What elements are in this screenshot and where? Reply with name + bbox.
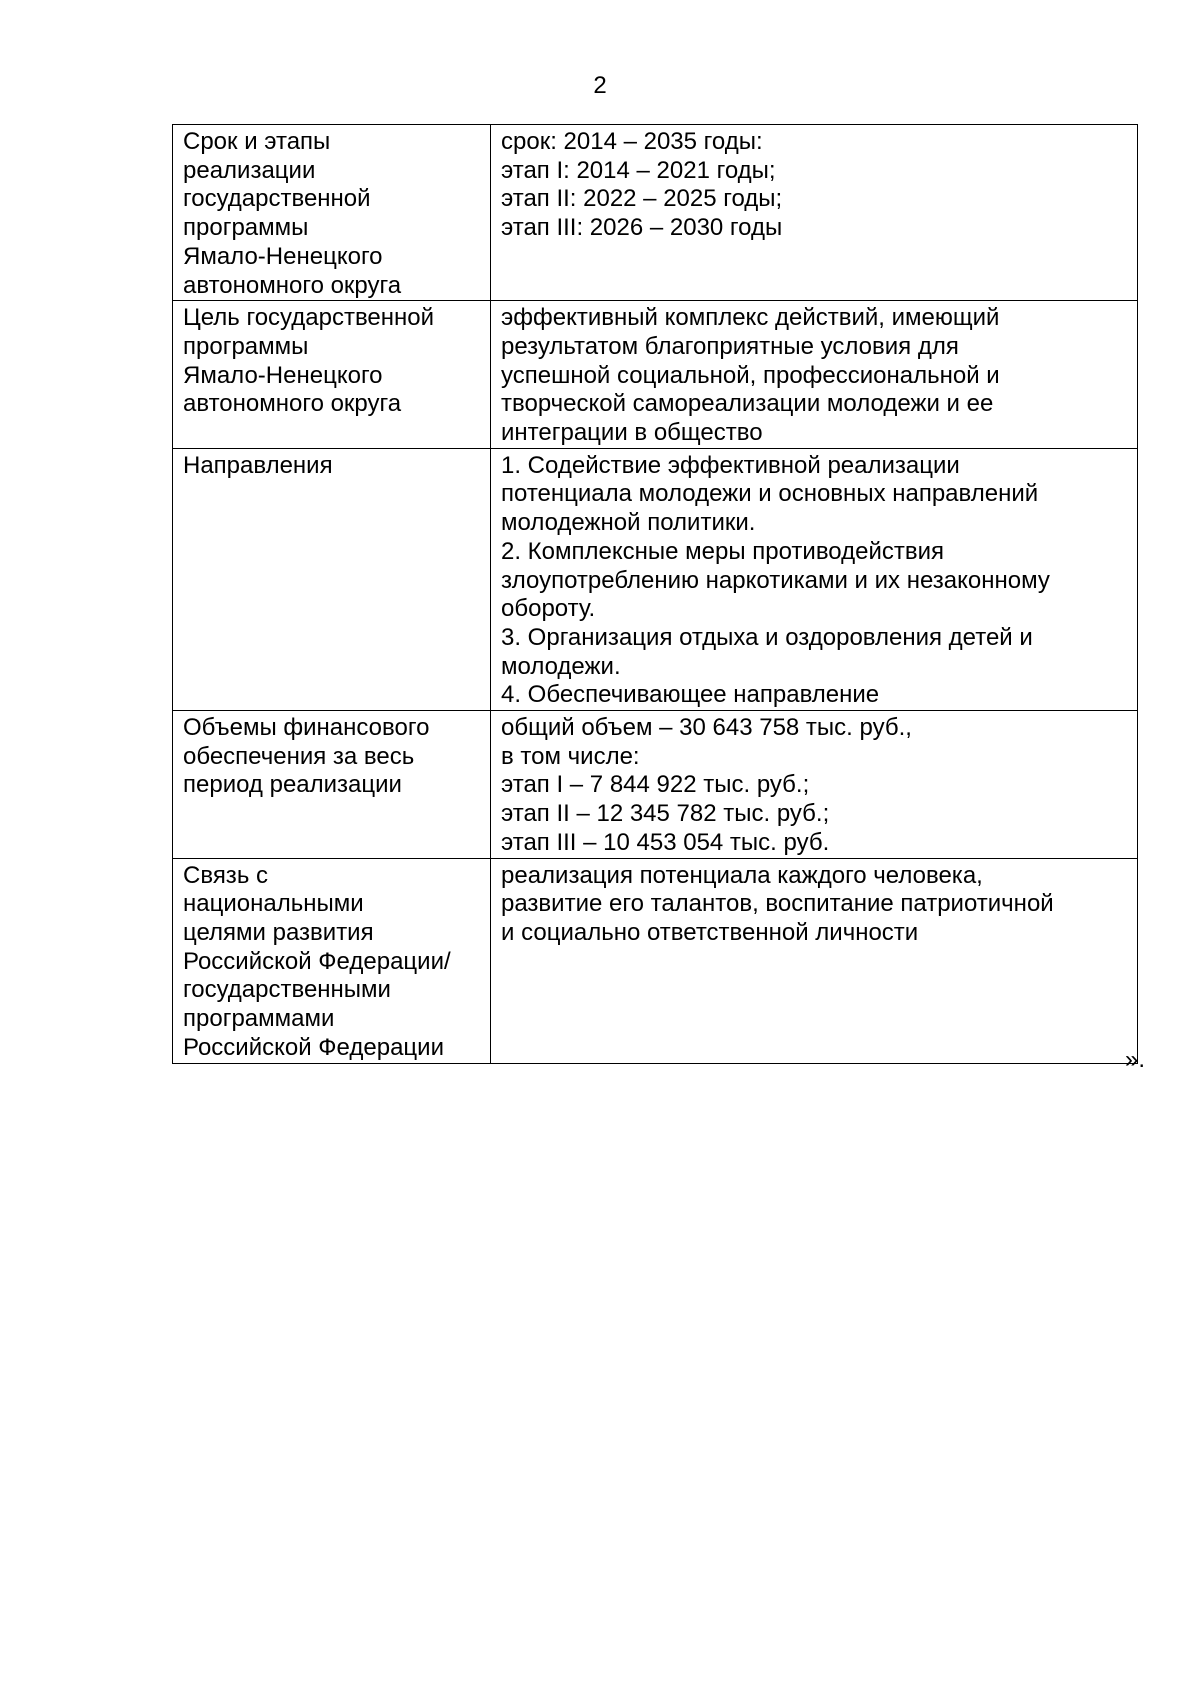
row-value-national-goals-link: реализация потенциала каждого человека, развитие его талантов, воспитание патриотичной и социально ответственной личности — [491, 858, 1138, 1063]
row-label-funding-volume: Объемы финансового обеспечения за весь период реализации — [173, 711, 491, 859]
row-label-national-goals-link: Связь с национальными целями развития Российской Федерации/ государственными программами Российской Федерации — [173, 858, 491, 1063]
table-row-national-goals-link — [173, 858, 1138, 1063]
page-number: 2 — [593, 72, 607, 99]
row-value-implementation-terms: срок: 2014 – 2035 годы: этап I: 2014 – 2021 годы; этап II: 2022 – 2025 годы; этап III: 2026 – 2030 годы — [491, 125, 1138, 301]
row-value-program-goal: эффективный комплекс действий, имеющий результатом благоприятные условия для успешной социальной, профессиональной и творческой самореализации молодежи и ее интеграции в общество — [491, 301, 1138, 449]
row-value-funding-volume: общий объем – 30 643 758 тыс. руб., в том числе: этап I – 7 844 922 тыс. руб.; этап II – 12 345 782 тыс. руб.; этап III – 10 453 054 тыс. руб. — [491, 711, 1138, 859]
row-label-directions: Направления — [173, 448, 491, 710]
row-value-directions: 1. Содействие эффективной реализации потенциала молодежи и основных направлений молодежной политики. 2. Комплексные меры противодействия злоупотреблению наркотиками и их незаконному обороту. 3. Организация отдыха и оздоровления детей и молодежи. 4. Обеспечивающее направление — [491, 448, 1138, 710]
row-label-program-goal: Цель государственной программы Ямало-Ненецкого автономного округа — [173, 301, 491, 449]
closing-quote-mark: ». — [1125, 1046, 1146, 1073]
row-label-implementation-terms: Срок и этапы реализации государственной программы Ямало-Ненецкого автономного округа — [173, 125, 491, 301]
table-row-directions — [173, 448, 1138, 710]
table-row-implementation-terms — [173, 125, 1138, 301]
program-passport-table — [172, 124, 1138, 1064]
table-row-funding-volume — [173, 711, 1138, 859]
table-row-program-goal — [173, 301, 1138, 449]
